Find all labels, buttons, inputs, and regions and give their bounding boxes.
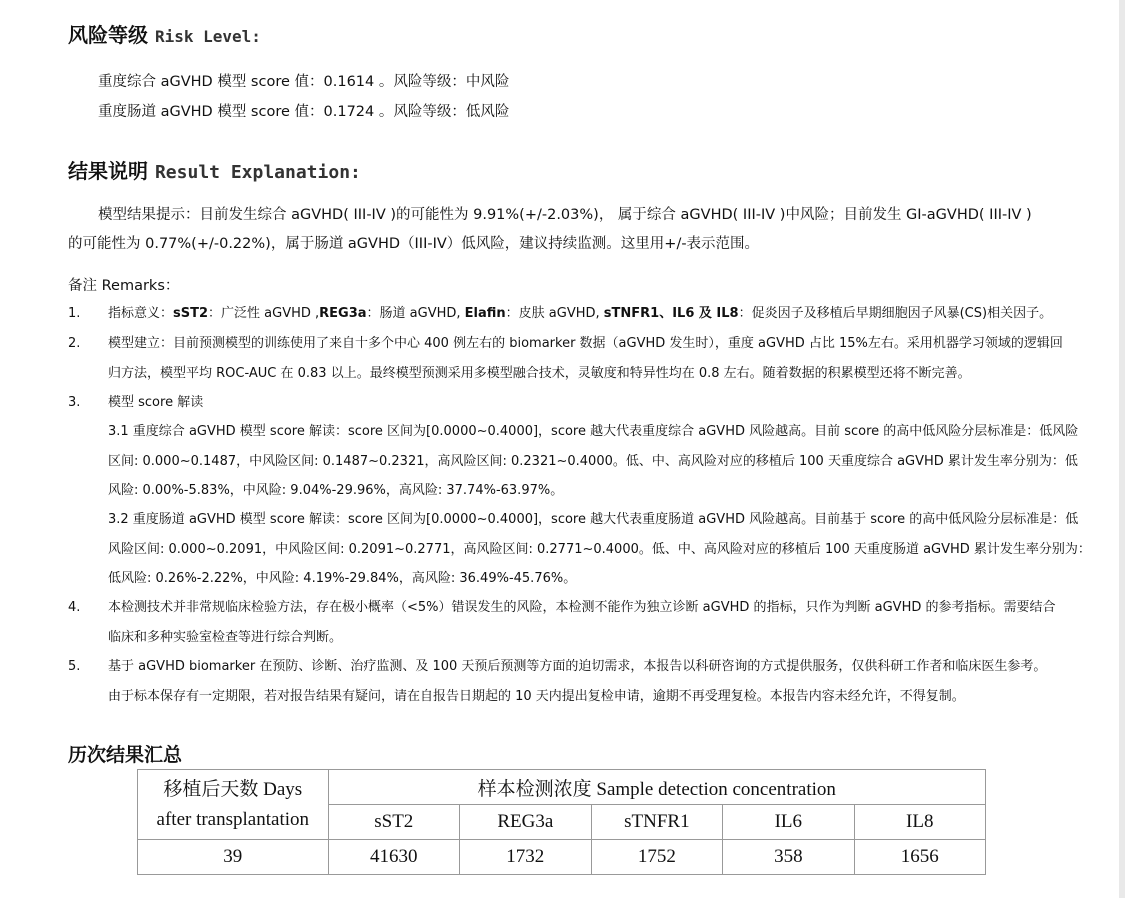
result-title-en: Result Explanation: <box>154 162 361 183</box>
table-row <box>138 840 986 875</box>
cell-reg3a: 1732 <box>460 840 592 875</box>
concentration-header-cell: 样本检测浓度 Sample detection concentration <box>328 770 985 805</box>
days-header-cn: 移植后天数 Days <box>163 778 303 800</box>
table-header-row <box>138 770 986 805</box>
risk-line-intestinal: 重度肠道 aGVHD 模型 score 值：0.1724 。风险等级：低风险 <box>98 104 510 120</box>
remark-3-1-line-2: 区间: 0.000~0.1487，中风险区间: 0.1487~0.2321，高风险区间: 0.2321~0.4000。低、中、高风险对应的移植后 100 天重度综合 aGVHD 累计发生率分别为：低 <box>108 454 1078 469</box>
marker-stnfr1-il6-il8: sTNFR1、IL6 及 IL8 <box>603 306 739 321</box>
remarks-title: 备注 Remarks： <box>68 278 180 294</box>
days-header-cell <box>138 770 329 840</box>
result-title-cn: 结果说明 <box>68 159 148 183</box>
remark-5-line-2: 由于标本保存有一定期限，若对报告结果有疑问，请在自报告日期起的 10 天内提出复检申请，逾期不再受理复检。本报告内容未经允许，不得复制。 <box>108 689 965 704</box>
remark-3-1-line-3: 风险: 0.00%-5.83%，中风险: 9.04%-29.96%，高风险: 37.74%-63.97%。 <box>108 483 564 498</box>
cell-il8: 1656 <box>854 840 985 875</box>
marker-sst2: sST2 <box>173 306 209 321</box>
risk-level-heading <box>68 22 261 50</box>
remark-4-line-2: 临床和多种实验室检查等进行综合判断。 <box>108 630 343 645</box>
cell-il6: 358 <box>723 840 854 875</box>
remark-4-number: 4. <box>68 600 81 615</box>
remark-5-number: 5. <box>68 659 81 674</box>
result-explanation-heading <box>68 158 361 186</box>
col-header-sst2: sST2 <box>328 805 459 840</box>
remark-1-part: ：促炎因子及移植后早期细胞因子风暴(CS)相关因子。 <box>738 306 1053 321</box>
remark-1-part: ：肠道 aGVHD, <box>366 306 465 321</box>
history-results-table <box>137 769 986 875</box>
remark-1-part: ：皮肤 aGVHD, <box>505 306 604 321</box>
risk-level-title-en: Risk Level: <box>154 27 261 46</box>
remark-3-2-line-2: 风险区间: 0.000~0.2091，中风险区间: 0.2091~0.2771，高风险区间: 0.2771~0.4000。低、中、高风险对应的移植后 100 天重度肠道 aGVHD 累计发生率分别为： <box>108 542 1091 557</box>
remark-3-title: 模型 score 解读 <box>108 395 204 410</box>
risk-level-title-cn: 风险等级 <box>68 23 148 47</box>
col-header-stnfr1: sTNFR1 <box>591 805 723 840</box>
remark-1-part: ：广泛性 aGVHD , <box>208 306 320 321</box>
risk-line-comprehensive: 重度综合 aGVHD 模型 score 值：0.1614 。风险等级：中风险 <box>98 74 510 90</box>
remark-3-2-line-1: 3.2 重度肠道 aGVHD 模型 score 解读：score 区间为[0.0000~0.4000]，score 越大代表重度肠道 aGVHD 风险越高。目前基于 score 的高中低风险分层标准是：低 <box>108 512 1079 527</box>
days-header-en: after transplantation <box>156 808 309 830</box>
history-heading: 历次结果汇总 <box>68 744 183 766</box>
result-paragraph-line-2: 的可能性为 0.77%(+/-0.22%)，属于肠道 aGVHD（III-IV）低风险，建议持续监测。这里用+/-表示范围。 <box>68 236 760 252</box>
remark-3-number: 3. <box>68 395 81 410</box>
marker-reg3a: REG3a <box>319 306 367 321</box>
page-edge <box>1119 0 1125 898</box>
remark-1-part: 指标意义： <box>108 306 174 321</box>
result-paragraph-line-1: 模型结果提示：目前发生综合 aGVHD( III-IV )的可能性为 9.91%(+/-2.03%)， 属于综合 aGVHD( III-IV )中风险；目前发生 GI-aGVHD( III-IV ) <box>98 207 1032 223</box>
cell-sst2: 41630 <box>328 840 459 875</box>
cell-stnfr1: 1752 <box>591 840 723 875</box>
marker-elafin: Elafin <box>464 306 506 321</box>
remark-3-2-line-3: 低风险: 0.26%-2.22%，中风险: 4.19%-29.84%，高风险: 36.49%-45.76%。 <box>108 571 577 586</box>
remark-2-number: 2. <box>68 336 81 351</box>
col-header-il6: IL6 <box>723 805 854 840</box>
remark-2-line-2: 归方法，模型平均 ROC-AUC 在 0.83 以上。最终模型预测采用多模型融合技术，灵敏度和特异性均在 0.8 左右。随着数据的积累模型还将不断完善。 <box>108 366 971 381</box>
remark-3-1-line-1: 3.1 重度综合 aGVHD 模型 score 解读：score 区间为[0.0000~0.4000]，score 越大代表重度综合 aGVHD 风险越高。目前 score 的高中低风险分层标准是：低风险 <box>108 424 1079 439</box>
remark-1-number: 1. <box>68 306 81 321</box>
remark-2-line-1: 模型建立：目前预测模型的训练使用了来自十多个中心 400 例左右的 biomarker 数据（aGVHD 发生时），重度 aGVHD 占比 15%左右。采用机器学习领域的逻辑回 <box>108 336 1063 351</box>
remark-5-line-1: 基于 aGVHD biomarker 在预防、诊断、治疗监测、及 100 天预后预测等方面的迫切需求，本报告以科研咨询的方式提供服务，仅供科研工作者和临床医生参考。 <box>108 659 1047 674</box>
col-header-reg3a: REG3a <box>460 805 592 840</box>
remark-1-text <box>108 304 1052 324</box>
cell-day: 39 <box>138 840 329 875</box>
col-header-il8: IL8 <box>854 805 985 840</box>
remark-4-line-1: 本检测技术并非常规临床检验方法，存在极小概率（<5%）错误发生的风险，本检测不能作为独立诊断 aGVHD 的指标，只作为判断 aGVHD 的参考指标。需要结合 <box>108 600 1056 615</box>
